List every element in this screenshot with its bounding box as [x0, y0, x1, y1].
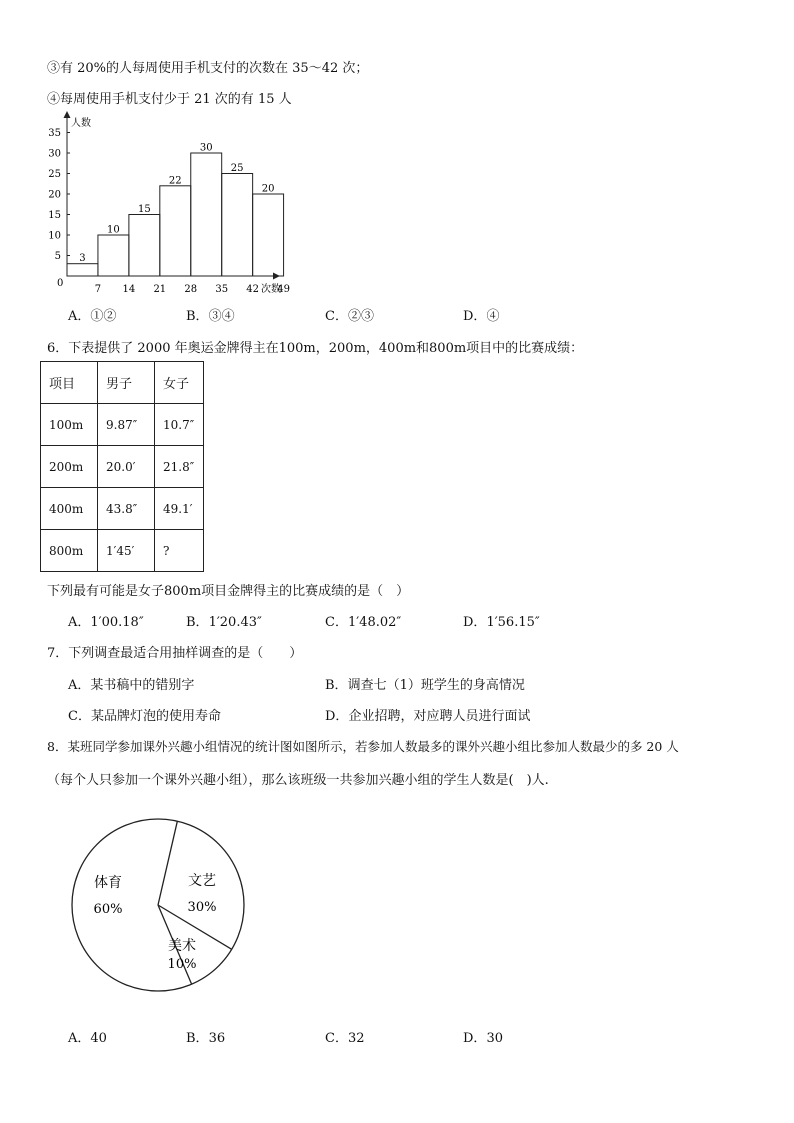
table-header-cell: 项目 [41, 362, 98, 404]
q8-option-d[interactable] [463, 1027, 503, 1046]
q8-option-c[interactable] [325, 1027, 365, 1046]
option-text: 40 [90, 1031, 107, 1046]
option-text: 36 [208, 1031, 226, 1046]
q7-option-a[interactable] [68, 674, 194, 693]
histogram-bar [253, 194, 284, 276]
q8-stem-line1: 8．某班同学参加课外兴趣小组情况的统计图如图所示，若参加人数最多的课外兴趣小组比参加人数最少的多 20 人 [47, 739, 679, 754]
q8-option-a[interactable] [68, 1027, 107, 1046]
table-cell: 9.87″ [98, 404, 155, 446]
table-cell: 400m [41, 488, 98, 530]
q6-option-b[interactable] [186, 611, 262, 630]
x-tick-label: 14 [122, 284, 136, 295]
option-text: 1′00.18″ [90, 615, 144, 630]
bar-data-label: 3 [79, 253, 86, 265]
option-text: ④ [486, 309, 500, 324]
option-letter: A． [68, 1031, 91, 1046]
x-tick-label: 35 [215, 284, 229, 295]
q5-option-a[interactable] [68, 305, 116, 324]
y-tick-label: 10 [48, 230, 61, 242]
table-cell: 21.8″ [155, 446, 204, 488]
y-tick-label: 5 [54, 251, 61, 262]
pie-slice-percent: 10% [167, 957, 197, 972]
histogram-bar [129, 215, 160, 277]
option-letter: B． [325, 678, 348, 693]
option-letter: D． [463, 615, 487, 630]
histogram-bar [191, 153, 222, 276]
pie-chart [60, 805, 260, 1005]
bar-data-label: 30 [199, 142, 213, 154]
bar-data-label: 15 [137, 204, 151, 215]
q6-option-d[interactable] [463, 611, 540, 630]
y-tick-label: 35 [48, 128, 61, 139]
x-tick-label: 21 [153, 284, 167, 295]
pie-slice-label: 体育 [94, 875, 122, 891]
option-letter: B． [186, 1031, 209, 1046]
option-letter: C． [325, 309, 348, 324]
option-letter: C． [325, 615, 348, 630]
option-text: 1′20.43″ [208, 615, 262, 630]
table-cell: 10.7″ [155, 404, 204, 446]
y-tick-label: 20 [48, 189, 61, 201]
option-letter: C． [325, 1031, 348, 1046]
option-text: 1′56.15″ [486, 615, 540, 630]
q5-option-b[interactable] [186, 305, 235, 324]
table-row [41, 488, 204, 530]
q5-statement-3: ③有 20%的人每周使用手机支付的次数在 35～42 次； [47, 61, 369, 76]
table-cell: 100m [41, 404, 98, 446]
option-text: ②③ [347, 309, 374, 324]
pie-slice-percent: 30% [187, 900, 217, 915]
option-text: 企业招聘，对应聘人员进行面试 [348, 709, 531, 724]
q5-option-d[interactable] [463, 305, 499, 324]
q7-stem: 7．下列调查最适合用抽样调查的是（ ） [47, 646, 303, 661]
option-text: 30 [486, 1031, 503, 1046]
option-letter: B． [186, 615, 209, 630]
q6-option-c[interactable] [325, 611, 401, 630]
table-header-row [41, 362, 204, 404]
histogram-bar [222, 174, 253, 277]
option-letter: C． [68, 709, 91, 724]
pie-slice-label: 文艺 [188, 873, 216, 889]
y-tick-label: 15 [48, 210, 61, 221]
histogram-bar [98, 235, 129, 276]
x-tick-label: 28 [184, 284, 198, 295]
table-cell: ? [155, 530, 204, 572]
bar-data-label: 22 [168, 175, 182, 187]
histogram-layer [48, 111, 290, 295]
y-axis-label: 人数 [71, 118, 91, 129]
table-cell: 1′45′ [98, 530, 155, 572]
table-cell: 43.8″ [98, 488, 155, 530]
option-letter: D． [463, 309, 487, 324]
table-header-cell: 女子 [155, 362, 204, 404]
option-letter: A． [68, 309, 91, 324]
q5-option-c[interactable] [325, 305, 374, 324]
q8-option-b[interactable] [186, 1027, 225, 1046]
results-table [40, 361, 204, 572]
q6-question: 下列最有可能是女子800m项目金牌得主的比赛成绩的是（ ） [47, 584, 410, 599]
option-letter: D． [463, 1031, 487, 1046]
table-row [41, 530, 204, 572]
q8-stem-line2: （每个人只参加一个课外兴趣小组），那么该班级一共参加兴趣小组的学生人数是( )人. [47, 773, 549, 788]
option-letter: A． [68, 678, 91, 693]
table-row [41, 404, 204, 446]
q6-stem: 6．下表提供了 2000 年奥运金牌得主在100m，200m，400m和800m项目中的比赛成绩： [47, 341, 584, 356]
bar-data-label: 10 [107, 224, 120, 236]
x-axis-label: 次数 [261, 284, 281, 295]
option-text: 某品牌灯泡的使用寿命 [90, 709, 221, 724]
option-text: 32 [347, 1031, 365, 1046]
table-cell: 20.0′ [98, 446, 155, 488]
table-header-cell: 男子 [98, 362, 155, 404]
q6-option-a[interactable] [68, 611, 144, 630]
pie-slice-boundary [158, 821, 177, 905]
option-letter: A． [68, 615, 91, 630]
pie-layer [72, 819, 244, 991]
option-letter: B． [186, 309, 209, 324]
option-text: 调查七（1）班学生的身高情况 [347, 678, 525, 693]
y-axis-arrow [64, 111, 71, 118]
q7-option-c[interactable] [68, 705, 221, 724]
table-cell: 49.1′ [155, 488, 204, 530]
table-cell: 800m [41, 530, 98, 572]
x-tick-label: 7 [94, 284, 102, 295]
x-tick-label: 42 [246, 284, 260, 295]
option-letter: D． [325, 709, 349, 724]
option-text: 某书稿中的错别字 [90, 678, 195, 693]
origin-label: 0 [57, 278, 64, 289]
q7-option-b[interactable] [325, 674, 525, 693]
option-text: ①② [90, 309, 117, 324]
x-tick-label: 49 [277, 284, 290, 295]
histogram-bar [67, 264, 98, 276]
bar-data-label: 25 [230, 163, 244, 174]
q7-option-d[interactable] [325, 705, 530, 724]
histogram-bar [160, 186, 191, 276]
bar-data-label: 20 [261, 183, 275, 195]
histogram-chart [35, 110, 295, 300]
q5-statement-4: ④每周使用手机支付少于 21 次的有 15 人 [47, 92, 292, 107]
pie-slice-label: 美术 [168, 938, 196, 954]
pie-slice-percent: 60% [93, 902, 123, 917]
y-tick-label: 25 [48, 169, 61, 180]
y-tick-label: 30 [48, 148, 61, 160]
option-text: 1′48.02″ [347, 615, 402, 630]
table-cell: 200m [41, 446, 98, 488]
table-row [41, 446, 204, 488]
option-text: ③④ [208, 309, 235, 324]
